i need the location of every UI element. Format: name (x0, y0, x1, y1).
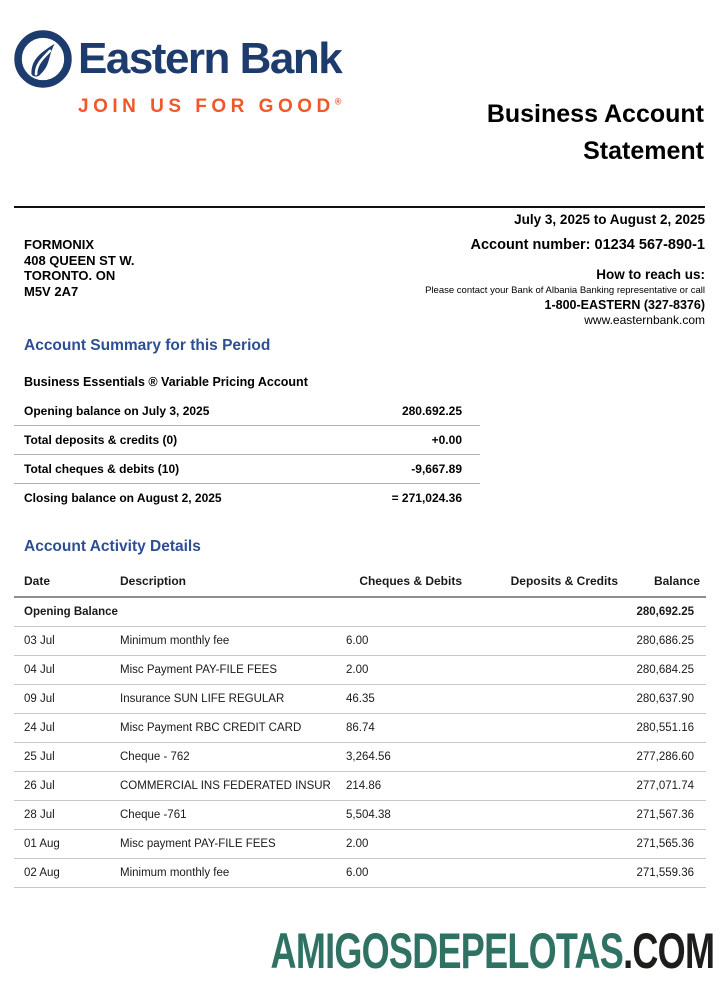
cell-description: COMMERCIAL INS FEDERATED INSUR (110, 772, 346, 801)
cell-balance: 277,071.74 (618, 772, 706, 801)
cell-cheques-debits: 214.86 (346, 772, 462, 801)
cell-balance: 280,684.25 (618, 656, 706, 685)
recipient-city: TORONTO. ON (24, 268, 116, 283)
cell-description: Misc Payment PAY-FILE FEES (110, 656, 346, 685)
summary-row-value: = 271,024.36 (391, 491, 462, 505)
document-title (487, 96, 704, 170)
summary-row-label: Total cheques & debits (10) (14, 455, 341, 484)
recipient-postal: M5V 2A7 (24, 283, 79, 299)
bank-name: Eastern Bank (78, 34, 342, 83)
opening-balance-row (14, 597, 706, 627)
col-header-date: Date (14, 568, 110, 597)
cell-cheques-debits: 2.00 (346, 830, 462, 859)
summary-table-body (14, 397, 480, 512)
opening-balance-label: Opening Balance (14, 597, 346, 627)
cell-date: 04 Jul (14, 656, 110, 685)
account-number: Account number: 01234 567-890-1 (470, 237, 705, 253)
cell-description: Misc Payment RBC CREDIT CARD (110, 714, 346, 743)
cell-balance: 280,637.90 (618, 685, 706, 714)
col-header-deposits-credits: Deposits & Credits (462, 568, 618, 597)
cell-date: 09 Jul (14, 685, 110, 714)
table-row (14, 859, 706, 888)
summary-table (14, 397, 480, 512)
cell-description: Misc payment PAY-FILE FEES (110, 830, 346, 859)
summary-row-value: -9,667.89 (341, 455, 480, 484)
cell-balance: 271,565.36 (618, 830, 706, 859)
cell-deposits-credits (462, 859, 618, 888)
watermark-tld: .COM (622, 923, 714, 979)
cell-deposits-credits (462, 714, 618, 743)
activity-header-row (14, 568, 706, 597)
table-row (14, 714, 706, 743)
statement-period: July 3, 2025 to August 2, 2025 (514, 212, 705, 227)
cell-description: Insurance SUN LIFE REGULAR (110, 685, 346, 714)
summary-row (14, 397, 480, 426)
eastern-bank-swirl-icon (14, 30, 72, 88)
col-header-balance: Balance (618, 568, 706, 597)
cell-deposits-credits (462, 830, 618, 859)
summary-row-label: Opening balance on July 3, 2025 (14, 397, 341, 426)
cell-deposits-credits (462, 685, 618, 714)
cell-description: Minimum monthly fee (110, 627, 346, 656)
cell-balance: 277,286.60 (618, 743, 706, 772)
table-row (14, 801, 706, 830)
contact-block (425, 237, 705, 327)
summary-row-value: +0.00 (341, 426, 480, 455)
col-header-description: Description (110, 568, 346, 597)
summary-row (14, 426, 480, 455)
cell-balance: 280,551.16 (618, 714, 706, 743)
cell-deposits-credits (462, 656, 618, 685)
bank-logo-row (14, 30, 341, 88)
cell-balance: 271,567.36 (618, 801, 706, 830)
cell-cheques-debits: 5,504.38 (346, 801, 462, 830)
tagline-text: JOIN US FOR GOOD (78, 96, 335, 117)
summary-row (14, 484, 480, 513)
activity-table (14, 568, 706, 888)
cell-cheques-debits: 46.35 (346, 685, 462, 714)
watermark-name: AMIGOSDEPELOTAS (270, 923, 623, 979)
cell-date: 28 Jul (14, 801, 110, 830)
table-row (14, 685, 706, 714)
opening-balance-credit (462, 597, 618, 627)
recipient-name: FORMONIX (24, 237, 95, 252)
cell-date: 02 Aug (14, 859, 110, 888)
document-title-line2: Statement (583, 137, 704, 165)
cell-date: 03 Jul (14, 627, 110, 656)
cell-date: 01 Aug (14, 830, 110, 859)
contact-website: www.easternbank.com (584, 313, 705, 327)
col-header-cheques-debits: Cheques & Debits (346, 568, 462, 597)
cell-date: 24 Jul (14, 714, 110, 743)
activity-heading: Account Activity Details (24, 538, 201, 555)
cell-deposits-credits (462, 743, 618, 772)
header (0, 0, 720, 170)
header-divider (14, 206, 705, 208)
table-row (14, 772, 706, 801)
table-row (14, 743, 706, 772)
cell-balance: 280,686.25 (618, 627, 706, 656)
recipient-street: 408 QUEEN ST W. (24, 252, 135, 268)
table-row (14, 830, 706, 859)
bank-tagline (78, 96, 341, 118)
cell-cheques-debits: 6.00 (346, 859, 462, 888)
activity-table-body (14, 597, 706, 888)
summary-row-value: 280.692.25 (341, 397, 480, 426)
cell-date: 26 Jul (14, 772, 110, 801)
table-row (14, 656, 706, 685)
statement-info (24, 237, 705, 327)
opening-balance-amount: 280,692.25 (618, 597, 706, 627)
cell-deposits-credits (462, 801, 618, 830)
cell-deposits-credits (462, 627, 618, 656)
cell-balance: 271,559.36 (618, 859, 706, 888)
contact-phone: 1-800-EASTERN (327-8376) (544, 298, 705, 312)
summary-row (14, 455, 480, 484)
summary-row-label: Total deposits & credits (0) (14, 426, 341, 455)
watermark (270, 922, 714, 980)
document-title-line1: Business Account (486, 100, 704, 128)
cell-cheques-debits: 6.00 (346, 627, 462, 656)
table-row (14, 627, 706, 656)
cell-deposits-credits (462, 772, 618, 801)
account-product-name: Business Essentials ® Variable Pricing Account (24, 375, 308, 389)
cell-cheques-debits: 2.00 (346, 656, 462, 685)
bank-logo (14, 30, 341, 118)
cell-cheques-debits: 86.74 (346, 714, 462, 743)
cell-cheques-debits: 3,264.56 (346, 743, 462, 772)
contact-heading: How to reach us: (596, 267, 705, 282)
cell-description: Cheque - 762 (110, 743, 346, 772)
summary-heading: Account Summary for this Period (24, 337, 271, 354)
contact-instruction: Please contact your Bank of Albania Banking representative or call (425, 285, 705, 296)
summary-row-label: Closing balance on August 2, 2025 (24, 491, 222, 505)
activity-table-header (14, 568, 706, 597)
cell-date: 25 Jul (14, 743, 110, 772)
registered-mark: ® (334, 96, 342, 107)
recipient-address (24, 237, 135, 327)
opening-balance-debit (346, 597, 462, 627)
cell-description: Minimum monthly fee (110, 859, 346, 888)
cell-description: Cheque -761 (110, 801, 346, 830)
